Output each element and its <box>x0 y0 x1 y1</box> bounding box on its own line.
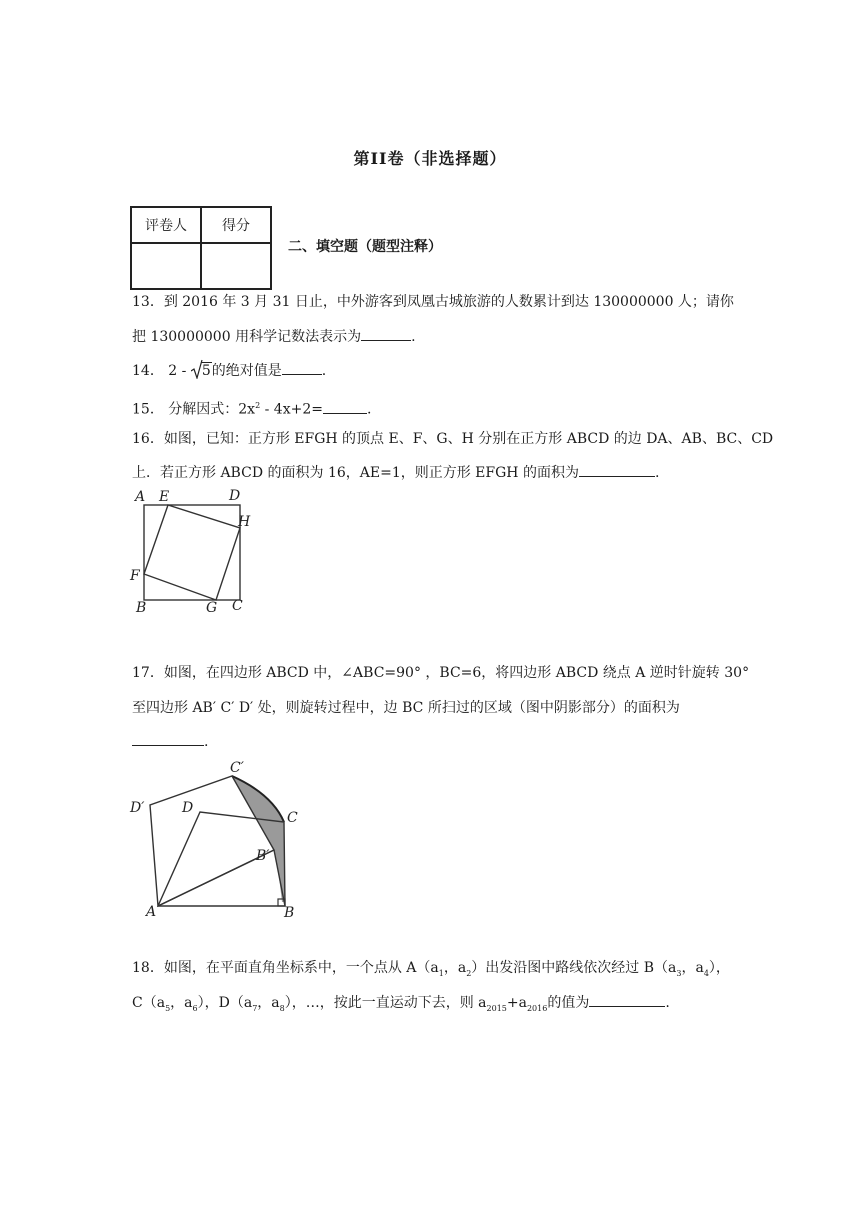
label-g: G <box>206 600 218 616</box>
label-d-prime: D′ <box>130 800 145 816</box>
label-c: C <box>287 810 298 826</box>
q14-end: . <box>321 363 327 379</box>
q14-answer-blank[interactable] <box>282 361 322 375</box>
label-f: F <box>130 568 140 584</box>
q18-part: +a <box>506 995 527 1011</box>
q18-end: . <box>665 995 670 1011</box>
q18-line1 <box>132 958 730 984</box>
label-d: D <box>229 488 241 504</box>
q18-part: ，a <box>681 960 704 976</box>
label-b: B <box>136 600 147 616</box>
q13-end: . <box>411 329 416 345</box>
q18-part: ，a <box>170 995 193 1011</box>
q13-line2 <box>132 327 416 347</box>
q14-radicand: 5 <box>201 363 211 379</box>
q18-sub: 2016 <box>526 1003 548 1013</box>
q17-figure <box>126 756 306 920</box>
q15-rest: - 4x+2= <box>260 401 323 418</box>
q17-line1: 17．如图，在四边形 ABCD 中，∠ABC=90° ，BC=6，将四边形 ABCD 绕点 A 逆时针旋转 30° <box>132 665 750 681</box>
q18-sub: 7 <box>252 1003 258 1013</box>
q16-end: . <box>654 465 660 481</box>
q18-part: ，a <box>443 960 467 976</box>
label-a: A <box>135 489 146 505</box>
q18-part: ）出发沿图中路线依次经过 B（a <box>471 960 677 976</box>
q15-exponent: 2 <box>255 401 261 410</box>
section-heading: 二、填空题（题型注释） <box>288 239 442 255</box>
q18-part: C（a <box>132 995 166 1011</box>
score-cell[interactable] <box>201 243 271 289</box>
q17-line3 <box>132 732 208 752</box>
score-header: 得分 <box>201 207 271 243</box>
q17-line2: 至四边形 AB′ C′ D′ 处，则旋转过程中，边 BC 所扫过的区域（图中阴影部分）的面积为 <box>132 700 680 716</box>
label-h: H <box>238 514 251 530</box>
q16-text: 上．若正方形 ABCD 的面积为 16，AE=1，则正方形 EFGH 的面积为 <box>132 465 579 481</box>
q18-sub: 2015 <box>486 1003 507 1013</box>
q14-suffix: 的绝对值是 <box>211 363 282 379</box>
q16-line2 <box>132 463 659 483</box>
square-abcd <box>144 505 240 600</box>
label-a: A <box>146 904 157 920</box>
q13-line1: 13．到 2016 年 3 月 31 日止，中外游客到凤凰古城旅游的人数累计到达 130000000 人；请你 <box>132 294 734 310</box>
q16-figure <box>126 484 266 620</box>
q18-sub: 3 <box>676 968 682 978</box>
q18-part: 的值为 <box>547 995 590 1011</box>
q18-sub: 8 <box>279 1003 285 1013</box>
q17-answer-blank[interactable] <box>132 732 204 746</box>
q13-text: 把 130000000 用科学记数法表示为 <box>132 329 362 345</box>
q15-answer-blank[interactable] <box>323 400 367 414</box>
q18-part: ），…，按此一直运动下去，则 a <box>284 995 487 1011</box>
q15-end: . <box>366 401 372 418</box>
swept-region <box>232 776 285 902</box>
q18-sub: 5 <box>165 1003 171 1013</box>
label-c-prime: C′ <box>230 760 244 776</box>
label-d: D <box>182 800 194 816</box>
label-c: C <box>232 598 243 614</box>
q18-part: ），D（a <box>197 995 253 1011</box>
q14-prefix: 14． 2 - <box>132 363 191 379</box>
grader-header: 评卷人 <box>131 207 201 243</box>
q16-line1: 16．如图，已知：正方形 EFGH 的顶点 E、F、G、H 分别在正方形 ABCD 的边 DA、AB、BC、CD <box>132 431 774 447</box>
q18-part: 18．如图，在平面直角坐标系中，一个点从 A（a <box>132 960 439 976</box>
label-e: E <box>159 489 170 505</box>
q18-line2 <box>132 993 670 1019</box>
label-b: B <box>284 905 295 920</box>
q18-answer-blank[interactable] <box>589 993 665 1007</box>
score-table <box>130 206 272 290</box>
q15-prefix: 15． 分解因式：2x <box>132 401 256 418</box>
q13-answer-blank[interactable] <box>361 327 411 341</box>
q18-part: ，a <box>257 995 280 1011</box>
grader-cell[interactable] <box>131 243 201 289</box>
q18-sub: 1 <box>438 968 444 978</box>
q16-answer-blank[interactable] <box>579 463 655 477</box>
q18-sub: 2 <box>466 968 472 978</box>
page-title: 第II卷（非选择题） <box>353 149 507 168</box>
q18-part: ）， <box>708 960 730 976</box>
q14-line <box>132 361 326 381</box>
q18-sub: 6 <box>192 1003 198 1013</box>
sqrt-symbol <box>191 361 212 381</box>
q17-end: . <box>204 734 209 750</box>
q15-line <box>132 396 371 420</box>
square-efgh <box>144 505 240 600</box>
label-b-prime: B′ <box>256 848 270 864</box>
q18-sub: 4 <box>703 968 709 978</box>
